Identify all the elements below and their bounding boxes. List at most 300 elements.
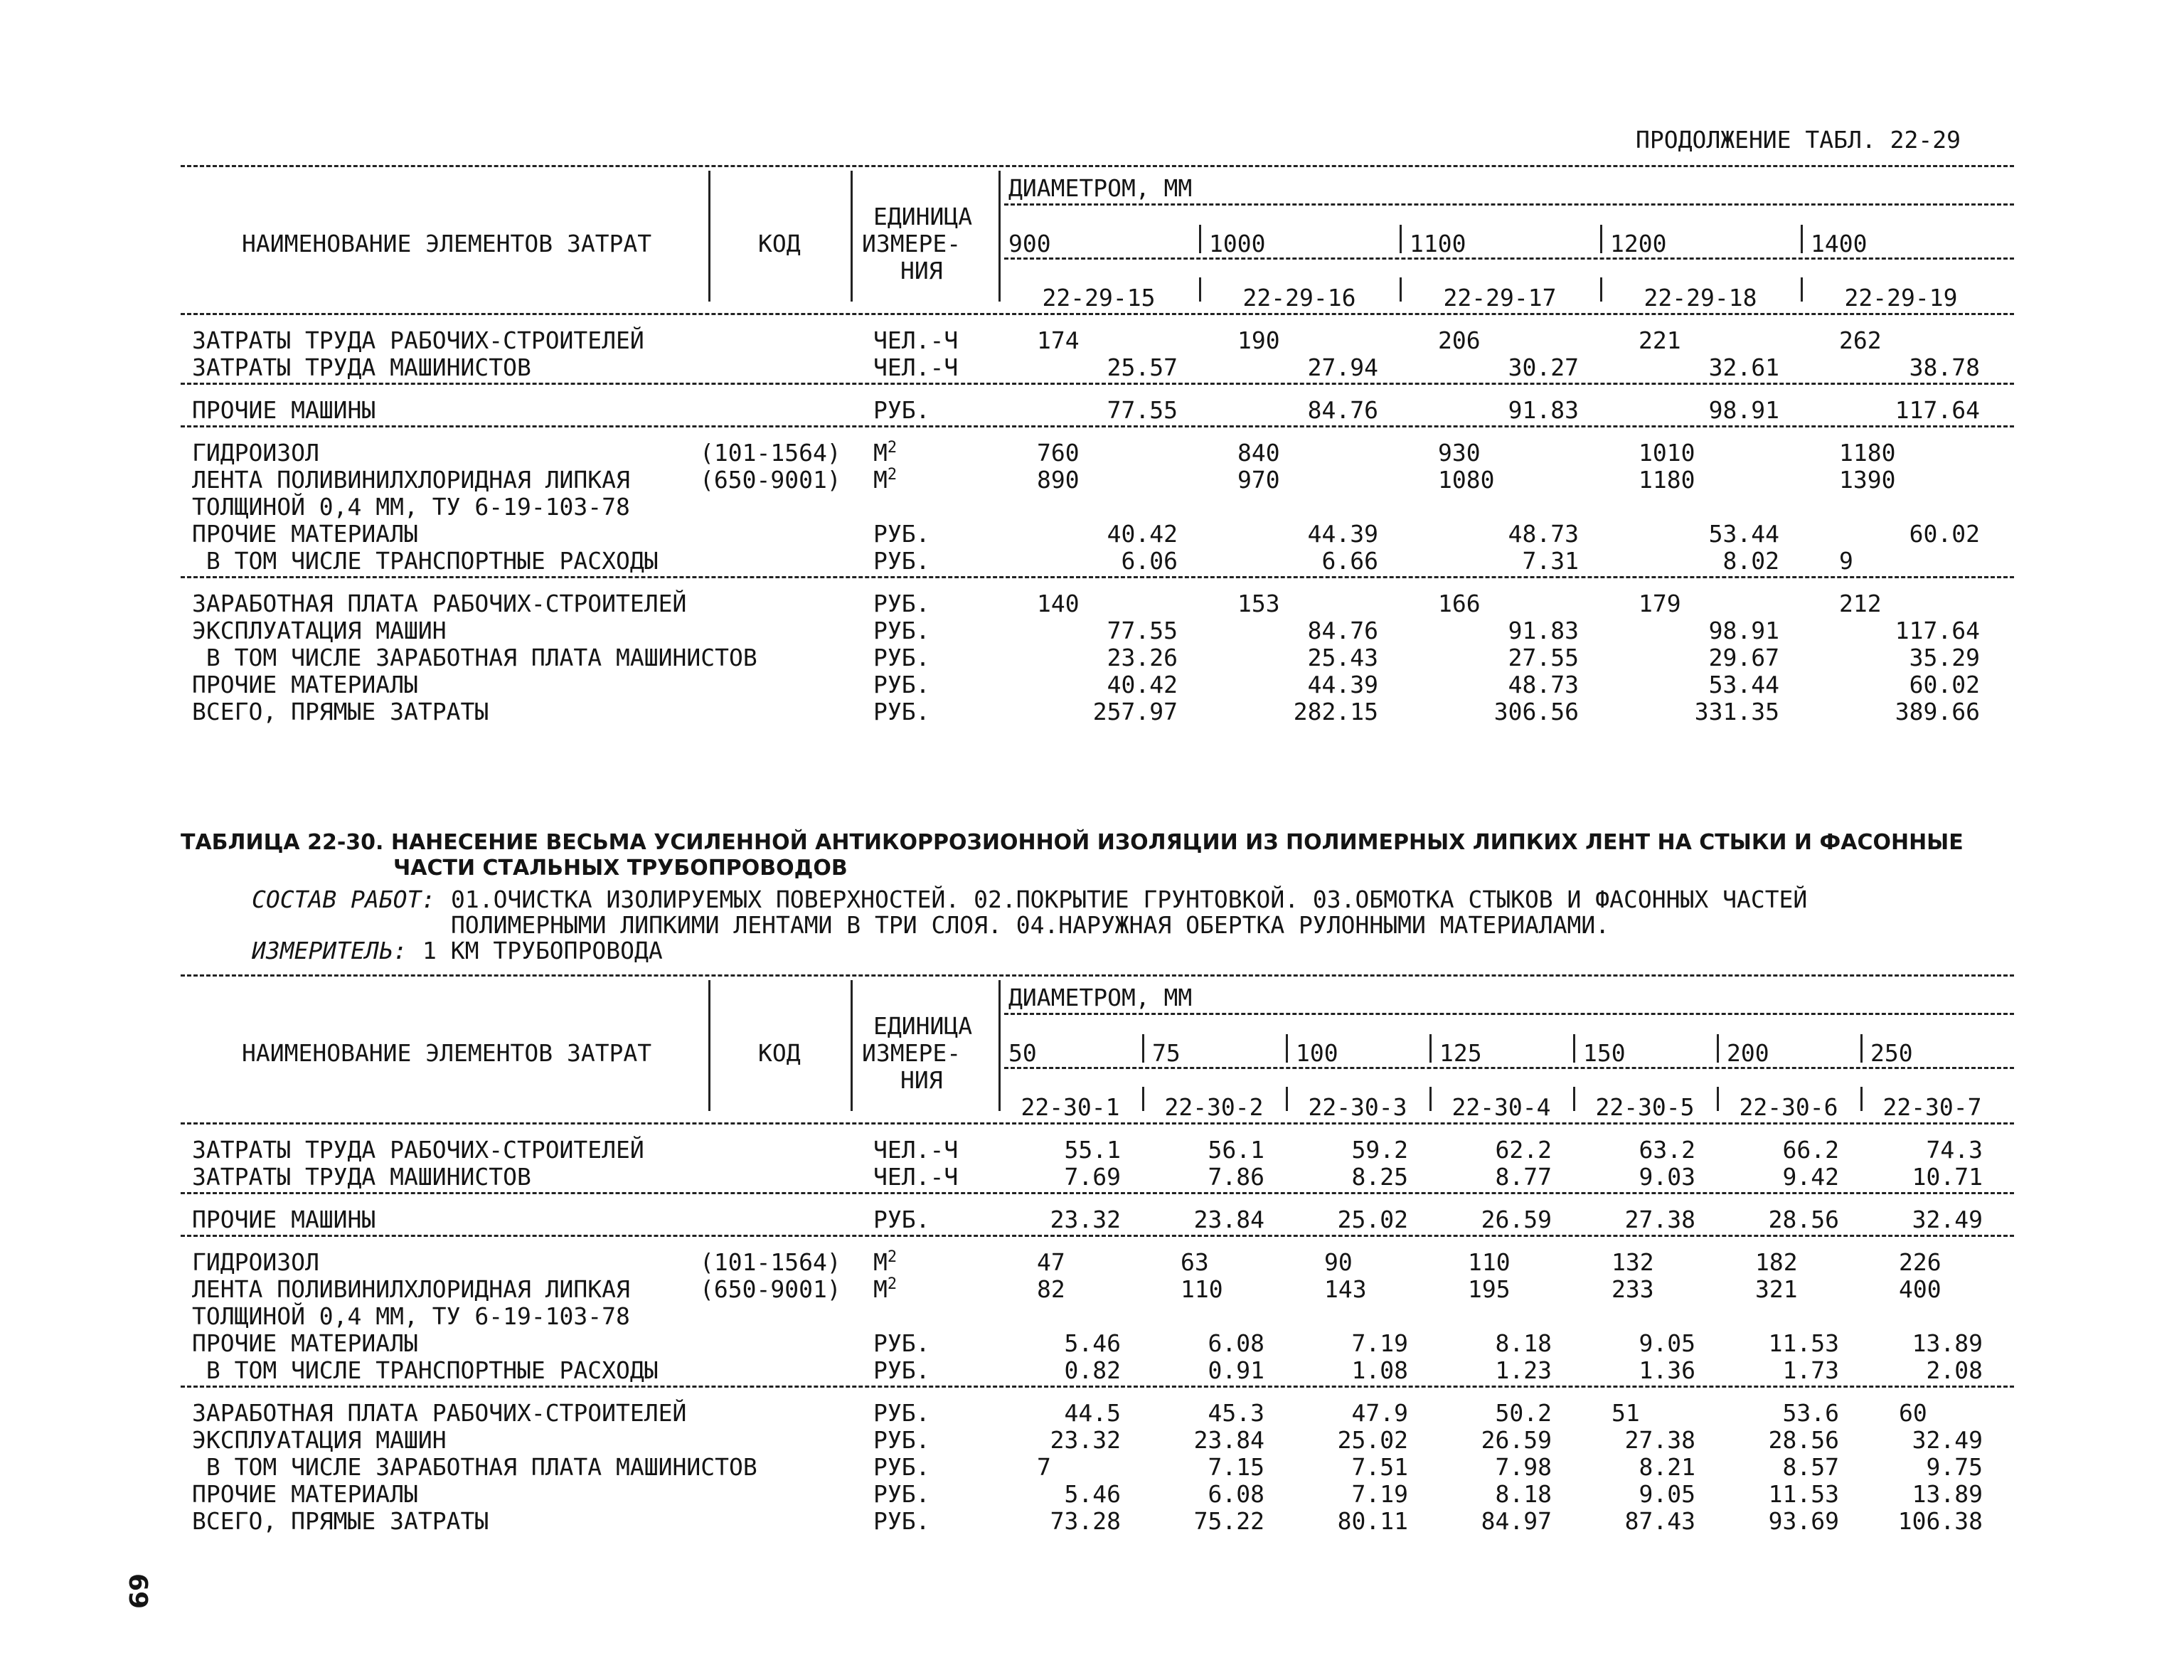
unit-superscript: 2 xyxy=(887,1275,897,1293)
row-unit xyxy=(873,354,958,381)
row-value: 25.57 xyxy=(1107,353,1178,381)
sostav-text-1: 01.ОЧИСТКА ИЗОЛИРУЕМЫХ ПОВЕРХНОСТЕЙ. 02.ПОКРЫТИЕ ГРУНТОВКОЙ. 03.ОБМОТКА СТЫКОВ И ФАСОННЫХ ЧАСТЕЙ xyxy=(451,886,1808,913)
row-unit xyxy=(873,548,929,575)
dashed-rule xyxy=(1004,1067,2014,1069)
diameter-1000: 1000 xyxy=(1209,230,1266,257)
unit-text: РУБ. xyxy=(873,1206,930,1233)
diameter-1100: 1100 xyxy=(1410,230,1466,257)
header-diameter: ДИАМЕТРОМ, ММ xyxy=(1008,174,1193,202)
row-value: 0.82 xyxy=(1064,1356,1121,1384)
unit-text: РУБ. xyxy=(873,1453,930,1481)
row-unit xyxy=(873,1508,929,1535)
row-value: 91.83 xyxy=(1508,617,1579,644)
row-resource-code: (101-1564) xyxy=(700,1248,841,1276)
column-divider xyxy=(1286,1034,1288,1063)
dashed-rule xyxy=(1004,257,2014,260)
row-value: 32.49 xyxy=(1912,1426,1983,1454)
row-value: 23.84 xyxy=(1193,1426,1264,1454)
row-name: ТОЛЩИНОЙ 0,4 ММ, ТУ 6-19-103-78 xyxy=(192,493,630,521)
row-value: 98.91 xyxy=(1708,617,1779,644)
row-value: 6.06 xyxy=(1121,547,1178,575)
page-number: 69 xyxy=(123,1573,153,1610)
header-unit-2: ИЗМЕРЕ- xyxy=(862,1039,962,1067)
header-code-col: КОД xyxy=(758,1039,801,1067)
row-value: 9.42 xyxy=(1782,1163,1839,1191)
column-divider xyxy=(708,980,710,1111)
row-value: 53.6 xyxy=(1782,1399,1839,1427)
row-value: 166 xyxy=(1438,590,1481,617)
row-value: 10.71 xyxy=(1912,1163,1983,1191)
norm-code-22-30-2: 22-30-2 xyxy=(1164,1093,1264,1121)
row-unit xyxy=(873,1206,929,1233)
row-name: ЗАТРАТЫ ТРУДА РАБОЧИХ-СТРОИТЕЛЕЙ xyxy=(192,326,644,354)
row-value: 9.03 xyxy=(1639,1163,1695,1191)
row-unit xyxy=(873,590,929,617)
unit-text: РУБ. xyxy=(873,1356,930,1384)
column-divider xyxy=(998,171,1001,302)
row-value: 23.84 xyxy=(1193,1206,1264,1233)
row-value: 25.43 xyxy=(1307,644,1378,671)
row-name: В ТОМ ЧИСЛЕ ТРАНСПОРТНЫЕ РАСХОДЫ xyxy=(192,1356,659,1384)
row-value: 47 xyxy=(1037,1248,1065,1276)
row-name: В ТОМ ЧИСЛЕ ЗАРАБОТНАЯ ПЛАТА МАШИНИСТОВ xyxy=(192,644,757,671)
unit-text: РУБ. xyxy=(873,698,930,725)
row-value: 13.89 xyxy=(1912,1480,1983,1508)
row-name: ЭКСПЛУАТАЦИЯ МАШИН xyxy=(192,1426,447,1454)
row-value: 110 xyxy=(1468,1248,1511,1276)
norm-code-22-30-6: 22-30-6 xyxy=(1739,1093,1838,1121)
row-name: ЗАТРАТЫ ТРУДА РАБОЧИХ-СТРОИТЕЛЕЙ xyxy=(192,1136,644,1164)
row-name: ЗАТРАТЫ ТРУДА МАШИНИСТОВ xyxy=(192,1163,531,1191)
unit-text: ЧЕЛ.-Ч xyxy=(873,1163,959,1191)
row-unit xyxy=(873,698,929,725)
column-divider xyxy=(1573,1034,1575,1063)
row-value: 262 xyxy=(1839,326,1882,354)
row-value: 970 xyxy=(1237,466,1280,494)
row-unit xyxy=(873,1481,929,1508)
row-value: 11.53 xyxy=(1768,1480,1839,1508)
row-name: ПРОЧИЕ МАШИНЫ xyxy=(192,1206,376,1233)
row-value: 35.29 xyxy=(1909,644,1980,671)
row-resource-code: (650-9001) xyxy=(700,466,841,494)
header-unit-2: ИЗМЕРЕ- xyxy=(862,230,962,257)
row-unit xyxy=(873,1249,897,1276)
unit-text: М xyxy=(873,1248,888,1276)
row-value: 40.42 xyxy=(1107,671,1178,698)
row-value: 110 xyxy=(1181,1275,1223,1303)
diameter-50: 50 xyxy=(1008,1039,1037,1067)
unit-text: РУБ. xyxy=(873,520,930,548)
row-value: 90 xyxy=(1324,1248,1353,1276)
row-value: 306.56 xyxy=(1493,698,1579,725)
unit-superscript: 2 xyxy=(887,1248,897,1266)
column-divider xyxy=(851,171,853,302)
row-value: 840 xyxy=(1237,439,1280,467)
row-value: 44.5 xyxy=(1064,1399,1121,1427)
row-value: 28.56 xyxy=(1768,1426,1839,1454)
dashed-rule xyxy=(181,1386,2014,1388)
row-value: 44.39 xyxy=(1307,520,1378,548)
dashed-rule xyxy=(181,1122,2014,1125)
row-value: 282.15 xyxy=(1293,698,1378,725)
row-name: ЗАТРАТЫ ТРУДА МАШИНИСТОВ xyxy=(192,353,531,381)
row-value: 1180 xyxy=(1839,439,1896,467)
row-value: 8.02 xyxy=(1722,547,1779,575)
row-value: 77.55 xyxy=(1107,396,1178,424)
unit-text: М xyxy=(873,466,888,494)
diameter-200: 200 xyxy=(1727,1039,1769,1067)
header-unit-3: НИЯ xyxy=(900,257,943,285)
dashed-rule xyxy=(181,1235,2014,1237)
row-name: ЭКСПЛУАТАЦИЯ МАШИН xyxy=(192,617,447,644)
row-unit xyxy=(873,1276,897,1303)
row-value: 25.02 xyxy=(1337,1206,1408,1233)
izmeritel-text: 1 КМ ТРУБОПРОВОДА xyxy=(422,937,663,964)
unit-text: РУБ. xyxy=(873,1399,930,1427)
row-value: 84.76 xyxy=(1307,396,1378,424)
column-divider xyxy=(1199,225,1201,253)
header-code-col: КОД xyxy=(758,230,801,257)
row-value: 73.28 xyxy=(1050,1507,1121,1535)
row-value: 143 xyxy=(1324,1275,1367,1303)
column-divider xyxy=(1400,225,1402,253)
row-value: 174 xyxy=(1037,326,1080,354)
row-value: 195 xyxy=(1468,1275,1511,1303)
row-value: 0.91 xyxy=(1208,1356,1264,1384)
column-divider xyxy=(1860,1034,1863,1063)
norm-code-22-29-17: 22-29-17 xyxy=(1443,284,1557,312)
diameter-1200: 1200 xyxy=(1610,230,1667,257)
table-title-line1: ТАБЛИЦА 22-30. НАНЕСЕНИЕ ВЕСЬМА УСИЛЕННОЙ АНТИКОРРОЗИОННОЙ ИЗОЛЯЦИИ ИЗ ПОЛИМЕРНЫХ ЛИПКИХ ЛЕНТ НА СТЫКИ И ФАСОННЫЕ xyxy=(181,830,1964,855)
row-value: 27.55 xyxy=(1508,644,1579,671)
row-value: 1.08 xyxy=(1351,1356,1408,1384)
row-value: 60 xyxy=(1899,1399,1927,1427)
row-name: В ТОМ ЧИСЛЕ ЗАРАБОТНАЯ ПЛАТА МАШИНИСТОВ xyxy=(192,1453,757,1481)
row-value: 5.46 xyxy=(1064,1329,1121,1357)
row-value: 7.15 xyxy=(1208,1453,1264,1481)
row-value: 7.98 xyxy=(1495,1453,1552,1481)
row-value: 117.64 xyxy=(1895,396,1980,424)
unit-text: РУБ. xyxy=(873,644,930,671)
row-value: 48.73 xyxy=(1508,671,1579,698)
row-value: 221 xyxy=(1639,326,1681,354)
dashed-rule xyxy=(181,165,2014,167)
header-name-col: НАИМЕНОВАНИЕ ЭЛЕМЕНТОВ ЗАТРАТ xyxy=(242,1039,652,1067)
row-value: 132 xyxy=(1612,1248,1654,1276)
row-value: 60.02 xyxy=(1909,671,1980,698)
unit-text: РУБ. xyxy=(873,617,930,644)
row-value: 75.22 xyxy=(1193,1507,1264,1535)
row-name: В ТОМ ЧИСЛЕ ТРАНСПОРТНЫЕ РАСХОДЫ xyxy=(192,547,659,575)
norm-code-22-29-15: 22-29-15 xyxy=(1042,284,1156,312)
header-name-col: НАИМЕНОВАНИЕ ЭЛЕМЕНТОВ ЗАТРАТ xyxy=(242,230,652,257)
row-value: 140 xyxy=(1037,590,1080,617)
row-name: ЗАРАБОТНАЯ ПЛАТА РАБОЧИХ-СТРОИТЕЛЕЙ xyxy=(192,1399,687,1427)
row-value: 40.42 xyxy=(1107,520,1178,548)
dashed-rule xyxy=(181,1192,2014,1194)
row-unit xyxy=(873,617,929,644)
row-value: 98.91 xyxy=(1708,396,1779,424)
diameter-250: 250 xyxy=(1870,1039,1913,1067)
row-value: 63.2 xyxy=(1639,1136,1695,1164)
row-unit xyxy=(873,1400,929,1427)
row-value: 32.49 xyxy=(1912,1206,1983,1233)
row-value: 1010 xyxy=(1639,439,1695,467)
row-value: 27.38 xyxy=(1624,1206,1695,1233)
row-value: 890 xyxy=(1037,466,1080,494)
row-value: 190 xyxy=(1237,326,1280,354)
row-value: 27.38 xyxy=(1624,1426,1695,1454)
row-name: ПРОЧИЕ МАШИНЫ xyxy=(192,396,376,424)
row-value: 226 xyxy=(1899,1248,1941,1276)
row-value: 47.9 xyxy=(1351,1399,1408,1427)
row-value: 9 xyxy=(1839,547,1853,575)
unit-text: ЧЕЛ.-Ч xyxy=(873,353,959,381)
row-value: 50.2 xyxy=(1495,1399,1552,1427)
column-divider xyxy=(1801,225,1803,253)
row-name: ВСЕГО, ПРЯМЫЕ ЗАТРАТЫ xyxy=(192,698,489,725)
column-divider xyxy=(851,980,853,1111)
row-value: 6.08 xyxy=(1208,1329,1264,1357)
row-value: 7.69 xyxy=(1064,1163,1121,1191)
row-value: 55.1 xyxy=(1064,1136,1121,1164)
header-unit-3: НИЯ xyxy=(900,1066,943,1094)
norm-code-22-30-7: 22-30-7 xyxy=(1882,1093,1982,1121)
row-value: 80.11 xyxy=(1337,1507,1408,1535)
row-value: 77.55 xyxy=(1107,617,1178,644)
column-divider xyxy=(1717,1034,1719,1063)
unit-text: РУБ. xyxy=(873,396,930,424)
row-value: 91.83 xyxy=(1508,396,1579,424)
row-value: 1180 xyxy=(1639,466,1695,494)
row-value: 82 xyxy=(1037,1275,1065,1303)
row-value: 930 xyxy=(1438,439,1481,467)
row-value: 7 xyxy=(1037,1453,1051,1481)
row-unit xyxy=(873,467,897,494)
row-value: 51 xyxy=(1612,1399,1640,1427)
row-value: 32.61 xyxy=(1708,353,1779,381)
unit-text: ЧЕЛ.-Ч xyxy=(873,326,959,354)
row-value: 26.59 xyxy=(1481,1426,1552,1454)
diameter-150: 150 xyxy=(1583,1039,1626,1067)
norm-code-22-30-5: 22-30-5 xyxy=(1595,1093,1695,1121)
column-divider xyxy=(1600,225,1602,253)
row-value: 56.1 xyxy=(1208,1136,1264,1164)
diameter-1400: 1400 xyxy=(1811,230,1868,257)
row-value: 66.2 xyxy=(1782,1136,1839,1164)
unit-text: РУБ. xyxy=(873,1507,930,1535)
unit-superscript: 2 xyxy=(887,466,897,484)
row-value: 60.02 xyxy=(1909,520,1980,548)
row-unit xyxy=(873,397,929,424)
unit-text: РУБ. xyxy=(873,1329,930,1357)
row-unit xyxy=(873,440,897,467)
row-value: 7.19 xyxy=(1351,1329,1408,1357)
row-value: 760 xyxy=(1037,439,1080,467)
unit-text: РУБ. xyxy=(873,1480,930,1508)
dashed-rule xyxy=(1004,203,2014,206)
row-name: ГИДРОИЗОЛ xyxy=(192,1248,319,1276)
unit-text: РУБ. xyxy=(873,1426,930,1454)
row-value: 7.19 xyxy=(1351,1480,1408,1508)
row-value: 5.46 xyxy=(1064,1480,1121,1508)
dashed-rule xyxy=(181,383,2014,385)
row-value: 27.94 xyxy=(1307,353,1378,381)
row-value: 7.31 xyxy=(1522,547,1579,575)
row-value: 48.73 xyxy=(1508,520,1579,548)
row-value: 23.26 xyxy=(1107,644,1178,671)
row-value: 44.39 xyxy=(1307,671,1378,698)
row-value: 84.97 xyxy=(1481,1507,1552,1535)
row-value: 87.43 xyxy=(1624,1507,1695,1535)
sostav-label: СОСТАВ РАБОТ: xyxy=(252,886,436,913)
unit-text: М xyxy=(873,1275,888,1303)
row-name: ПРОЧИЕ МАТЕРИАЛЫ xyxy=(192,1329,418,1357)
row-value: 8.21 xyxy=(1639,1453,1695,1481)
row-unit xyxy=(873,327,958,354)
row-resource-code: (650-9001) xyxy=(700,1275,841,1303)
row-resource-code: (101-1564) xyxy=(700,439,841,467)
row-value: 8.18 xyxy=(1495,1329,1552,1357)
column-divider xyxy=(998,980,1001,1111)
row-value: 93.69 xyxy=(1768,1507,1839,1535)
row-value: 53.44 xyxy=(1708,520,1779,548)
diameter-100: 100 xyxy=(1296,1039,1338,1067)
row-unit xyxy=(873,671,929,698)
row-value: 23.32 xyxy=(1050,1426,1121,1454)
unit-text: РУБ. xyxy=(873,547,930,575)
row-value: 257.97 xyxy=(1092,698,1178,725)
dashed-rule xyxy=(1004,1013,2014,1015)
row-value: 1.36 xyxy=(1639,1356,1695,1384)
row-unit xyxy=(873,1454,929,1481)
row-value: 7.51 xyxy=(1351,1453,1408,1481)
row-value: 179 xyxy=(1639,590,1681,617)
row-value: 23.32 xyxy=(1050,1206,1121,1233)
dashed-rule xyxy=(181,425,2014,427)
row-unit xyxy=(873,1164,958,1191)
norm-code-22-30-3: 22-30-3 xyxy=(1308,1093,1407,1121)
row-value: 6.66 xyxy=(1321,547,1378,575)
norm-code-22-30-4: 22-30-4 xyxy=(1451,1093,1551,1121)
row-name: ПРОЧИЕ МАТЕРИАЛЫ xyxy=(192,671,418,698)
row-value: 13.89 xyxy=(1912,1329,1983,1357)
row-name: ГИДРОИЗОЛ xyxy=(192,439,319,467)
dashed-rule xyxy=(181,974,2014,977)
row-value: 26.59 xyxy=(1481,1206,1552,1233)
row-value: 106.38 xyxy=(1897,1507,1983,1535)
row-name: ВСЕГО, ПРЯМЫЕ ЗАТРАТЫ xyxy=(192,1507,489,1535)
row-value: 84.76 xyxy=(1307,617,1378,644)
row-unit xyxy=(873,1330,929,1357)
row-value: 182 xyxy=(1755,1248,1798,1276)
diameter-75: 75 xyxy=(1152,1039,1181,1067)
row-value: 8.25 xyxy=(1351,1163,1408,1191)
row-value: 11.53 xyxy=(1768,1329,1839,1357)
row-unit xyxy=(873,1357,929,1384)
row-value: 59.2 xyxy=(1351,1136,1408,1164)
norm-code-22-29-16: 22-29-16 xyxy=(1242,284,1356,312)
row-value: 62.2 xyxy=(1495,1136,1552,1164)
row-value: 153 xyxy=(1237,590,1280,617)
column-divider xyxy=(708,171,710,302)
header-unit-1: ЕДИНИЦА xyxy=(873,203,973,230)
row-value: 1390 xyxy=(1839,466,1896,494)
norm-code-22-30-1: 22-30-1 xyxy=(1021,1093,1120,1121)
unit-text: РУБ. xyxy=(873,590,930,617)
row-unit xyxy=(873,1427,929,1454)
unit-superscript: 2 xyxy=(887,439,897,457)
row-value: 2.08 xyxy=(1926,1356,1983,1384)
row-value: 8.57 xyxy=(1782,1453,1839,1481)
row-value: 1.73 xyxy=(1782,1356,1839,1384)
row-value: 1.23 xyxy=(1495,1356,1552,1384)
row-unit xyxy=(873,1137,958,1164)
row-value: 45.3 xyxy=(1208,1399,1264,1427)
row-name: ПРОЧИЕ МАТЕРИАЛЫ xyxy=(192,520,418,548)
column-divider xyxy=(1429,1034,1432,1063)
row-value: 7.86 xyxy=(1208,1163,1264,1191)
row-name: ЗАРАБОТНАЯ ПЛАТА РАБОЧИХ-СТРОИТЕЛЕЙ xyxy=(192,590,687,617)
continuation-label: ПРОДОЛЖЕНИЕ ТАБЛ. 22-29 xyxy=(1636,126,1961,154)
row-value: 28.56 xyxy=(1768,1206,1839,1233)
table-title-line2: ЧАСТИ СТАЛЬНЫХ ТРУБОПРОВОДОВ xyxy=(393,856,848,881)
row-value: 25.02 xyxy=(1337,1426,1408,1454)
dashed-rule xyxy=(181,313,2014,315)
row-value: 38.78 xyxy=(1909,353,1980,381)
row-name: ТОЛЩИНОЙ 0,4 ММ, ТУ 6-19-103-78 xyxy=(192,1302,630,1330)
norm-code-22-29-19: 22-29-19 xyxy=(1844,284,1958,312)
header-diameter: ДИАМЕТРОМ, ММ xyxy=(1008,984,1193,1011)
row-value: 389.66 xyxy=(1895,698,1980,725)
row-value: 206 xyxy=(1438,326,1481,354)
row-value: 233 xyxy=(1612,1275,1654,1303)
diameter-125: 125 xyxy=(1439,1039,1482,1067)
row-value: 63 xyxy=(1181,1248,1209,1276)
row-value: 8.77 xyxy=(1495,1163,1552,1191)
row-value: 53.44 xyxy=(1708,671,1779,698)
row-name: ЛЕНТА ПОЛИВИНИЛХЛОРИДНАЯ ЛИПКАЯ xyxy=(192,1275,630,1303)
row-name: ПРОЧИЕ МАТЕРИАЛЫ xyxy=(192,1480,418,1508)
row-value: 9.05 xyxy=(1639,1329,1695,1357)
row-value: 331.35 xyxy=(1694,698,1779,725)
diameter-900: 900 xyxy=(1008,230,1051,257)
column-divider xyxy=(1142,1034,1144,1063)
sostav-text-2: ПОЛИМЕРНЫМИ ЛИПКИМИ ЛЕНТАМИ В ТРИ СЛОЯ. 04.НАРУЖНАЯ ОБЕРТКА РУЛОННЫМИ МАТЕРИАЛАМИ. xyxy=(451,911,1610,939)
header-unit-1: ЕДИНИЦА xyxy=(873,1012,973,1040)
row-value: 74.3 xyxy=(1926,1136,1983,1164)
row-value: 6.08 xyxy=(1208,1480,1264,1508)
row-value: 8.18 xyxy=(1495,1480,1552,1508)
row-value: 117.64 xyxy=(1895,617,1980,644)
norm-code-22-29-18: 22-29-18 xyxy=(1644,284,1757,312)
row-name: ЛЕНТА ПОЛИВИНИЛХЛОРИДНАЯ ЛИПКАЯ xyxy=(192,466,630,494)
row-unit xyxy=(873,644,929,671)
unit-text: ЧЕЛ.-Ч xyxy=(873,1136,959,1164)
dashed-rule xyxy=(181,576,2014,578)
row-value: 9.75 xyxy=(1926,1453,1983,1481)
row-unit xyxy=(873,521,929,548)
row-value: 30.27 xyxy=(1508,353,1579,381)
row-value: 212 xyxy=(1839,590,1882,617)
unit-text: РУБ. xyxy=(873,671,930,698)
row-value: 29.67 xyxy=(1708,644,1779,671)
row-value: 1080 xyxy=(1438,466,1495,494)
row-value: 9.05 xyxy=(1639,1480,1695,1508)
row-value: 400 xyxy=(1899,1275,1941,1303)
unit-text: М xyxy=(873,439,888,467)
izmeritel-label: ИЗМЕРИТЕЛЬ: xyxy=(252,937,407,964)
